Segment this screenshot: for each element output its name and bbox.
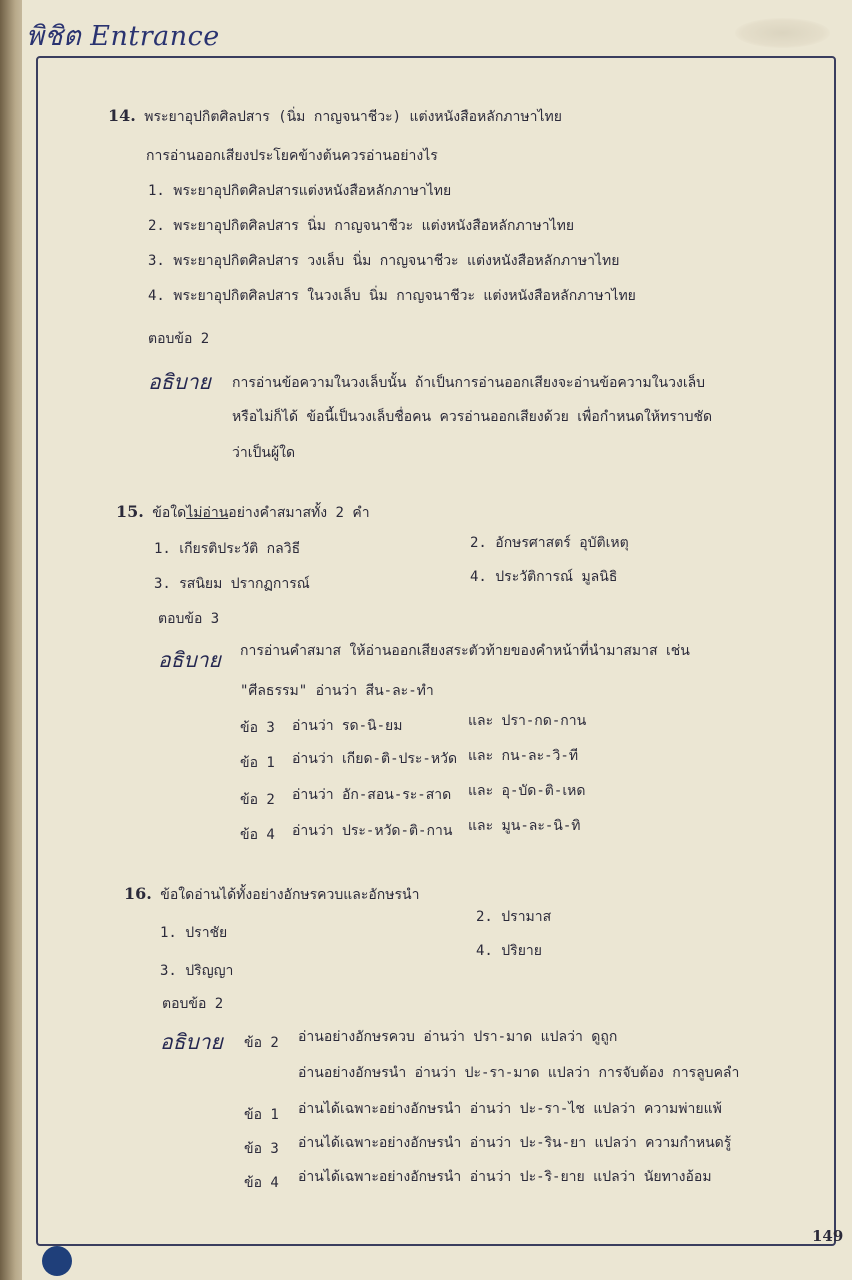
q14-option-4: 4. พระยาอุปกิตศิลปสาร ในวงเล็บ นิ่ม กาญจนาชีวะ แต่งหนังสือหลักภาษาไทย [148, 288, 636, 304]
q15-question-post: อย่างคำสมาสทั้ง 2 คำ [228, 505, 370, 521]
brand-title: พิชิต Entrance [26, 21, 220, 52]
ornament-decoration [735, 18, 830, 48]
q15-detail-read: อ่านว่า อัก-สอน-ระ-สาด [292, 787, 452, 803]
q14-explain-line1: การอ่านข้อความในวงเล็บนั้น ถ้าเป็นการอ่านออกเสียงจะอ่านข้อความในวงเล็บ [232, 375, 706, 391]
q14-option-2: 2. พระยาอุปกิตศิลปสาร นิ่ม กาญจนาชีวะ แต่งหนังสือหลักภาษาไทย [148, 218, 575, 234]
q15-detail-row [240, 789, 275, 811]
q15-option-3: 3. รสนิยม ปรากฏการณ์ [154, 576, 310, 592]
q16-option-2: 2. ปรามาส [476, 909, 552, 925]
q16-question-text: ข้อใดอ่านได้ทั้งอย่างอักษรควบและอักษรนำ [160, 887, 420, 903]
q15-detail-read: อ่านว่า ประ-หวัด-ติ-กาน [292, 823, 453, 839]
q15-explain-line2: "ศีลธรรม" อ่านว่า สีน-ละ-ทำ [240, 683, 434, 699]
q15-detail-tail: และ ปรา-กด-กาน [468, 713, 587, 729]
q14-explain-line3: ว่าเป็นผู้ใด [232, 445, 296, 461]
q16-detail-label: ข้อ 4 [244, 1175, 279, 1191]
q15-question [116, 502, 370, 524]
q14-question-line2: การอ่านออกเสียงประโยคข้างต้นควรอ่านอย่างไร [146, 148, 438, 164]
q14-answer: ตอบข้อ 2 [148, 331, 210, 347]
q14-option-3: 3. พระยาอุปกิตศิลปสาร วงเล็บ นิ่ม กาญจนาชีวะ แต่งหนังสือหลักภาษาไทย [148, 253, 620, 269]
page-number: 149 [812, 1227, 844, 1245]
q16-option-1: 1. ปราชัย [160, 925, 228, 941]
q15-detail-read: อ่านว่า รด-นิ-ยม [292, 718, 403, 734]
q15-detail-read: อ่านว่า เกียด-ติ-ประ-หวัด [292, 751, 458, 767]
q15-explain-line1: การอ่านคำสมาส ให้อ่านออกเสียงสระตัวท้ายของคำหน้าที่นำมาสมาส เช่น [240, 643, 690, 659]
q15-detail-tail: และ มูน-ละ-นิ-ทิ [468, 818, 581, 834]
q15-detail-label: ข้อ 1 [240, 755, 275, 771]
q15-question-underlined: ไม่อ่าน [186, 505, 229, 521]
q16-detail-label: ข้อ 2 [244, 1035, 279, 1051]
q16-detail-label: ข้อ 3 [244, 1141, 279, 1157]
q16-question [124, 884, 419, 906]
q15-option-1: 1. เกียรติประวัติ กลวิธี [154, 541, 301, 557]
q14-option-1: 1. พระยาอุปกิตศิลปสารแต่งหนังสือหลักภาษาไทย [148, 183, 452, 199]
q16-detail-text: อ่านได้เฉพาะอย่างอักษรนำ อ่านว่า ปะ-ริ-ยาย แปลว่า นัยทางอ้อม [298, 1169, 712, 1185]
q14-explain-label: อธิบาย [148, 370, 211, 394]
q16-detail-text: อ่านอย่างอักษรนำ อ่านว่า ปะ-รา-มาด แปลว่า การจับต้อง การลูบคลำ [298, 1065, 740, 1081]
q16-answer: ตอบข้อ 2 [162, 996, 224, 1012]
q16-detail-text: อ่านได้เฉพาะอย่างอักษรนำ อ่านว่า ปะ-รา-ไช แปลว่า ความพ่ายแพ้ [298, 1101, 722, 1117]
q15-detail-row [240, 824, 275, 846]
q15-question-pre: ข้อใด [152, 505, 187, 521]
q16-detail-text: อ่านได้เฉพาะอย่างอักษรนำ อ่านว่า ปะ-ริน-ยา แปลว่า ความกำหนดรู้ [298, 1135, 732, 1151]
q16-option-4: 4. ปริยาย [476, 943, 542, 959]
q15-explain-label: อธิบาย [158, 648, 221, 672]
q15-detail-label: ข้อ 3 [240, 720, 275, 736]
q14-question-text: พระยาอุปกิตศิลปสาร (นิ่ม กาญจนาชีวะ) แต่งหนังสือหลักภาษาไทย [144, 109, 562, 125]
q15-answer: ตอบข้อ 3 [158, 611, 220, 627]
q16-detail-label: ข้อ 1 [244, 1107, 279, 1123]
q15-number: 15. [116, 502, 144, 521]
q15-detail-label: ข้อ 2 [240, 792, 275, 808]
q15-option-4: 4. ประวัติการณ์ มูลนิธิ [470, 569, 618, 585]
q16-option-3: 3. ปริญญา [160, 963, 234, 979]
q16-detail-text: อ่านอย่างอักษรควบ อ่านว่า ปรา-มาด แปลว่า ดูถูก [298, 1029, 618, 1045]
q14-explain-line2: หรือไม่ก็ได้ ข้อนี้เป็นวงเล็บชื่อคน ควรอ่านออกเสียงด้วย เพื่อกำหนดให้ทราบชัด [232, 409, 713, 425]
q15-detail-row [240, 717, 275, 739]
q15-detail-tail: และ อุ-บัด-ติ-เหด [468, 783, 586, 799]
q16-number: 16. [124, 884, 152, 903]
q15-detail-row [240, 752, 275, 774]
q15-detail-tail: และ กน-ละ-วิ-ที [468, 748, 579, 764]
publisher-logo-icon [42, 1246, 72, 1276]
q15-detail-label: ข้อ 4 [240, 827, 275, 843]
q14-number: 14. [108, 106, 136, 125]
q15-option-2: 2. อักษรศาสตร์ อุบัติเหตุ [470, 535, 629, 551]
q14-question-line1 [108, 106, 562, 128]
q16-explain-label: อธิบาย [160, 1030, 223, 1054]
